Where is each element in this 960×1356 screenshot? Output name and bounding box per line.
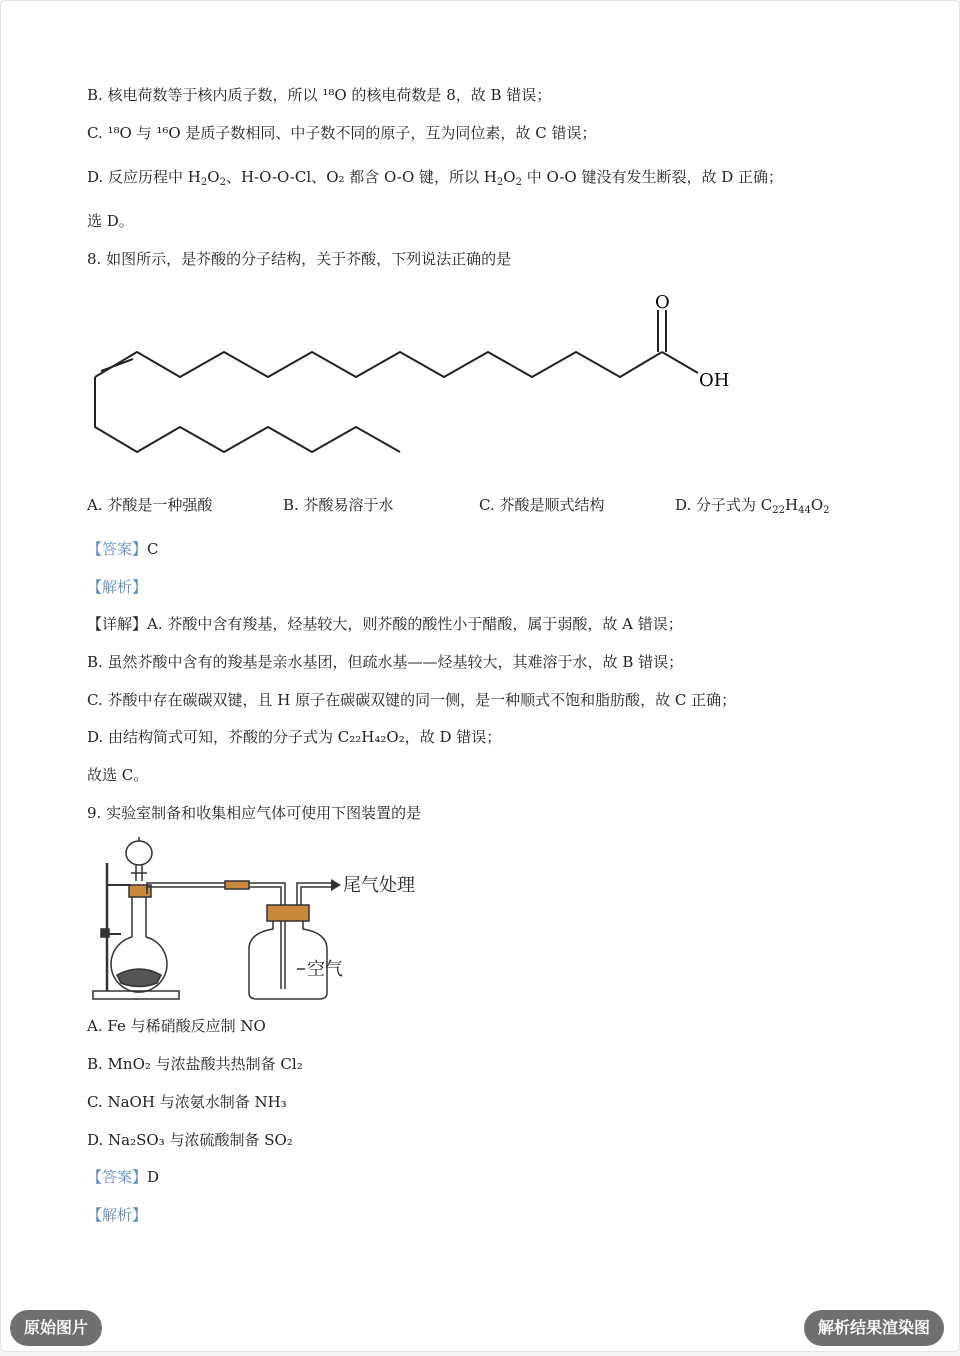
q8-detail-c: C. 芥酸中存在碳碳双键，且 H 原子在碳碳双键的同一侧，是一种顺式不饱和脂肪酸，故 C 正确； <box>87 691 737 709</box>
answer-tag: 【答案】 <box>87 1168 148 1186</box>
carbonyl-oxygen-label: O <box>655 292 670 313</box>
q9-analysis-tag: 【解析】 <box>87 1206 148 1224</box>
answer-tag: 【答案】 <box>87 540 148 558</box>
q8-detail-b: B. 虽然芥酸中含有的羧基是亲水基团，但疏水基——烃基较大，其难溶于水，故 B 错误； <box>87 653 684 671</box>
original-image-button[interactable]: 原始图片 <box>10 1310 102 1346</box>
q7-option-b: B. 核电荷数等于核内质子数，所以 ¹⁸O 的核电荷数是 8，故 B 错误； <box>87 86 552 104</box>
q9-stem: 9. 实验室制备和收集相应气体可使用下图装置的是 <box>87 804 422 822</box>
q8-detail-d: D. 由结构简式可知，芥酸的分子式为 C₂₂H₄₂O₂，故 D 错误； <box>87 728 502 746</box>
q8-option-a: A. 芥酸是一种强酸 <box>87 496 213 514</box>
q7-option-c: C. ¹⁸O 与 ¹⁶O 是质子数相同、中子数不同的原子，互为同位素，故 C 错误； <box>87 124 597 142</box>
q8-stem: 8. 如图所示，是芥酸的分子结构，关于芥酸，下列说法正确的是 <box>87 250 512 268</box>
hydroxyl-label: OH <box>699 370 730 391</box>
q8-conclusion: 故选 C。 <box>87 766 149 784</box>
gas-apparatus-diagram <box>87 833 427 1005</box>
q9-option-b: B. MnO₂ 与浓盐酸共热制备 Cl₂ <box>87 1055 303 1073</box>
erucic-acid-structure <box>87 286 767 471</box>
q9-answer: 【答案】D <box>87 1168 160 1186</box>
q8-analysis-tag: 【解析】 <box>87 578 148 596</box>
q9-option-a: A. Fe 与稀硝酸反应制 NO <box>87 1017 266 1035</box>
detail-tag: 【详解】 <box>87 615 148 633</box>
q8-option-b: B. 芥酸易溶于水 <box>283 496 394 514</box>
q8-option-c: C. 芥酸是顺式结构 <box>479 496 605 514</box>
q8-answer: 【答案】C <box>87 540 159 558</box>
render-result-button[interactable]: 解析结果渲染图 <box>804 1310 944 1346</box>
q8-option-d: D. 分子式为 $C_{22}H_{44}O_2$ <box>675 496 830 516</box>
q9-option-c: C. NaOH 与浓氨水制备 NH₃ <box>87 1093 287 1111</box>
q7-option-d: D. 反应历程中 $H_2O_2$、H-O-O-Cl、O₂ 都含 O-O 键，所以 $H_2O_2$ 中 O-O 键没有发生断裂，故 D 正确； <box>87 168 784 188</box>
q9-option-d: D. Na₂SO₃ 与浓硫酸制备 SO₂ <box>87 1131 293 1149</box>
tail-gas-label: 尾气处理 <box>343 875 415 896</box>
air-label: 空气 <box>307 959 343 980</box>
q7-conclusion: 选 D。 <box>87 212 134 230</box>
q8-detail-a: 【详解】A. 芥酸中含有羧基，烃基较大，则芥酸的酸性小于醋酸，属于弱酸，故 A 错误； <box>87 615 683 633</box>
